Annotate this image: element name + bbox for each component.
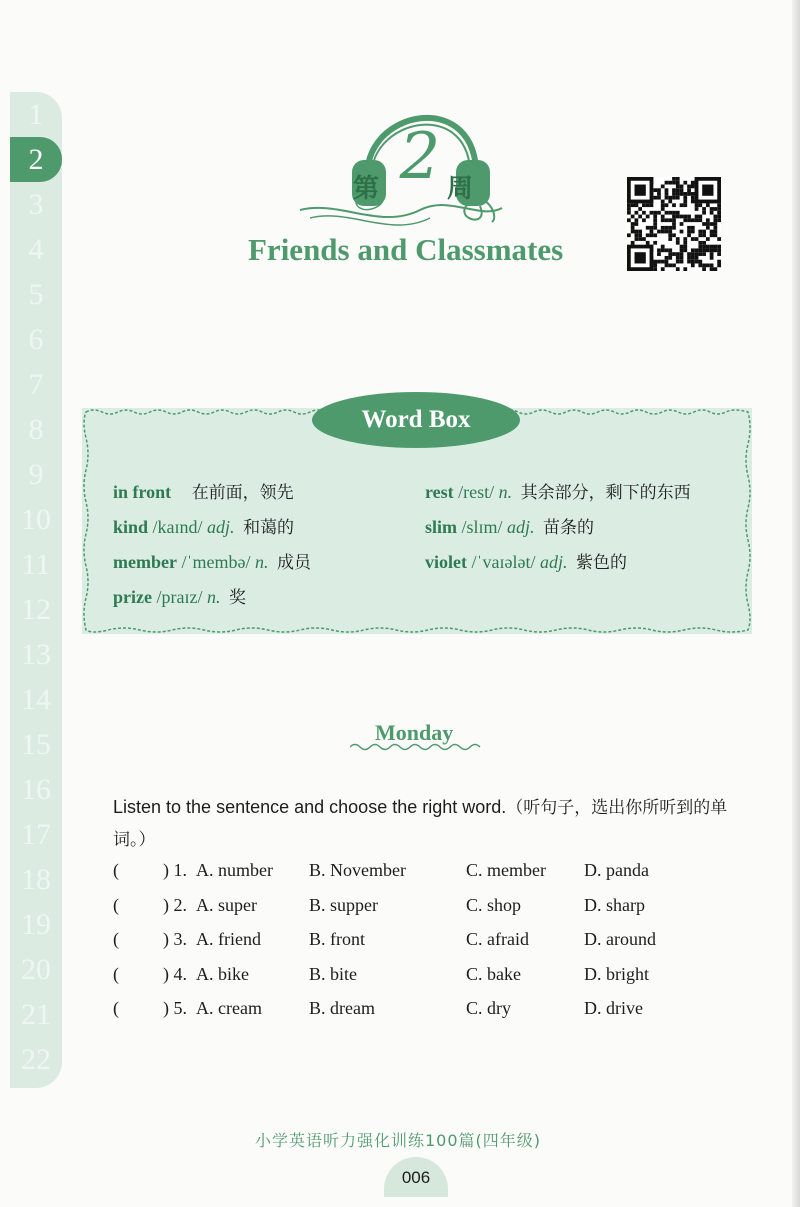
- option-c[interactable]: C. shop: [466, 894, 522, 915]
- qr-code-icon[interactable]: [627, 177, 721, 271]
- entry-word: violet: [425, 552, 467, 572]
- option-c[interactable]: C. bake: [466, 963, 521, 984]
- week-tab-18[interactable]: 18: [21, 863, 51, 896]
- answer-blank[interactable]: (: [113, 894, 119, 915]
- week-tab-3[interactable]: 3: [28, 188, 44, 221]
- week-number: 2: [399, 120, 441, 194]
- week-tab-7[interactable]: 7: [28, 368, 44, 401]
- question-row: [0, 929, 800, 959]
- word-entry: [113, 478, 294, 503]
- option-a[interactable]: A. bike: [196, 963, 249, 984]
- option-d[interactable]: D. sharp: [584, 894, 645, 915]
- week-tab-5[interactable]: 5: [28, 278, 44, 311]
- week-suffix: 周: [447, 174, 474, 204]
- week-tab-14[interactable]: 14: [21, 683, 51, 716]
- question-row: [0, 860, 800, 890]
- entry-phonetic: /ˈmembə/: [181, 552, 251, 572]
- answer-blank[interactable]: (: [113, 929, 119, 949]
- entry-part-of-speech: n.: [206, 587, 221, 607]
- week-tab-22[interactable]: 22: [21, 1043, 51, 1076]
- week-tab-15[interactable]: 15: [21, 728, 51, 761]
- week-tab-4[interactable]: 4: [28, 233, 44, 266]
- word-entry: [425, 548, 627, 573]
- entry-word: in front: [113, 482, 172, 502]
- unit-title: Friends and Classmates: [248, 232, 564, 267]
- week-tab-2[interactable]: 2: [10, 137, 62, 182]
- week-tab-8[interactable]: 8: [28, 413, 44, 446]
- week-prefix: 第: [353, 174, 380, 204]
- entry-meaning: 在前面，领先: [191, 483, 294, 503]
- option-d[interactable]: D. bright: [584, 963, 649, 984]
- question-number: ) 2.: [163, 894, 187, 915]
- exercise-instruction: [113, 792, 733, 856]
- entry-phonetic: /kaɪnd/: [152, 517, 203, 537]
- entry-meaning: 其余部分，剩下的东西: [520, 483, 691, 503]
- entry-meaning: 紫色的: [575, 553, 627, 573]
- week-tab-20[interactable]: 20: [21, 953, 51, 986]
- week-tab-21[interactable]: 21: [21, 998, 51, 1031]
- week-tab-19[interactable]: 19: [21, 908, 51, 941]
- question-number: ) 4.: [163, 963, 187, 984]
- word-entry: [113, 548, 311, 573]
- instruction-chinese: （听句子，选出你所听到的单词。）: [113, 798, 728, 850]
- option-a[interactable]: A. friend: [196, 929, 261, 949]
- option-c[interactable]: C. member: [466, 860, 546, 880]
- word-entry: [425, 478, 691, 503]
- question-row: [0, 998, 800, 1028]
- word-box-label: Word Box: [312, 392, 520, 448]
- entry-word: rest: [425, 482, 454, 502]
- option-d[interactable]: D. drive: [584, 998, 643, 1018]
- week-tab-11[interactable]: 11: [21, 548, 51, 581]
- entry-meaning: 奖: [228, 588, 246, 608]
- option-a[interactable]: A. number: [196, 860, 273, 880]
- option-b[interactable]: B. supper: [309, 894, 378, 915]
- week-tab-12[interactable]: 12: [21, 593, 51, 626]
- week-tab-16[interactable]: 16: [21, 773, 51, 806]
- question-number: ) 5.: [163, 998, 187, 1018]
- entry-phonetic: /ˈvaɪələt/: [471, 552, 536, 572]
- option-b[interactable]: B. front: [309, 929, 365, 949]
- book-title: 小学英语听力强化训练100篇(四年级): [255, 1131, 542, 1150]
- option-b[interactable]: B. November: [309, 860, 406, 880]
- page-number: 006: [384, 1157, 448, 1197]
- entry-word: kind: [113, 517, 149, 537]
- option-a[interactable]: A. super: [196, 894, 257, 915]
- instruction-english: Listen to the sentence and choose the right word.: [113, 797, 507, 817]
- entry-word: member: [113, 552, 177, 572]
- wave-underline: [350, 742, 482, 752]
- entry-meaning: 苗条的: [543, 518, 595, 538]
- option-b[interactable]: B. bite: [309, 963, 357, 984]
- entry-meaning: 成员: [276, 553, 311, 573]
- question-row: [0, 964, 800, 994]
- day-heading: Monday: [375, 720, 454, 745]
- entry-word: prize: [113, 587, 152, 607]
- week-tab-1[interactable]: 1: [28, 98, 44, 131]
- week-tab-10[interactable]: 10: [21, 503, 51, 536]
- answer-blank[interactable]: (: [113, 860, 119, 880]
- option-c[interactable]: C. dry: [466, 998, 511, 1018]
- option-d[interactable]: D. around: [584, 929, 656, 949]
- entry-part-of-speech: n.: [254, 552, 269, 572]
- entry-meaning: 和蔼的: [243, 518, 295, 538]
- word-entry: [425, 513, 594, 538]
- option-a[interactable]: A. cream: [196, 998, 262, 1018]
- entry-phonetic: /praɪz/: [156, 587, 203, 607]
- question-number: ) 3.: [163, 929, 187, 949]
- question-number: ) 1.: [163, 860, 187, 880]
- week-tab-6[interactable]: 6: [28, 323, 44, 356]
- answer-blank[interactable]: (: [113, 998, 119, 1018]
- question-row: [0, 895, 800, 925]
- word-entry: [113, 583, 246, 608]
- entry-part-of-speech: adj.: [539, 552, 568, 572]
- entry-word: slim: [425, 517, 458, 537]
- week-tab-13[interactable]: 13: [21, 638, 51, 671]
- entry-part-of-speech: adj.: [507, 517, 535, 537]
- answer-blank[interactable]: (: [113, 963, 119, 984]
- option-b[interactable]: B. dream: [309, 998, 375, 1018]
- option-d[interactable]: D. panda: [584, 860, 649, 880]
- entry-part-of-speech: n.: [498, 482, 513, 502]
- option-c[interactable]: C. afraid: [466, 929, 529, 949]
- entry-phonetic: /rest/: [458, 482, 495, 502]
- week-tab-9[interactable]: 9: [28, 458, 44, 491]
- entry-part-of-speech: adj.: [207, 517, 235, 537]
- entry-phonetic: /slɪm/: [461, 517, 503, 537]
- word-entry: [113, 513, 294, 538]
- week-tab-17[interactable]: 17: [21, 818, 51, 851]
